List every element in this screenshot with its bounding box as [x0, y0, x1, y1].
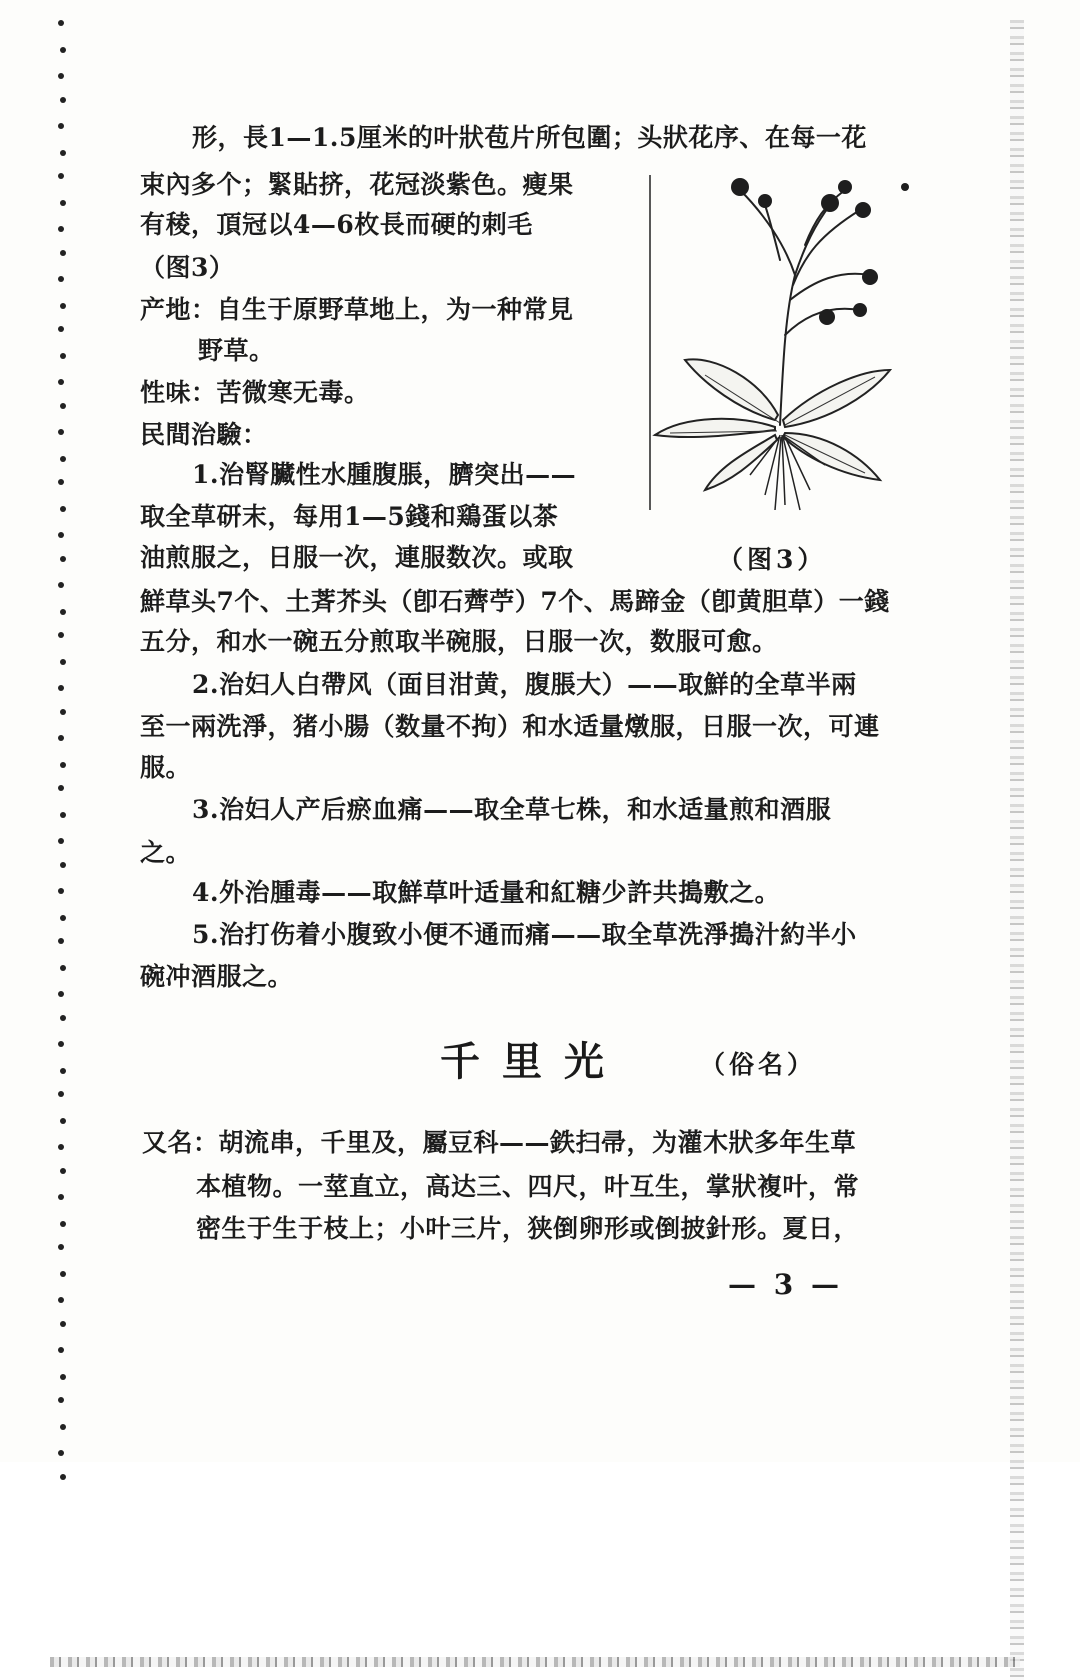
text-line: 3.治妇人产后瘀血痛——取全草七株，和水适量煎和酒服	[192, 795, 832, 824]
binding-hole	[58, 123, 64, 129]
section-heading: 千里光	[440, 1038, 626, 1085]
binding-hole	[58, 582, 64, 588]
binding-hole	[58, 326, 64, 332]
text-line: 形，長1—1.5厘米的叶狀苞片所包圍；头狀花序、在每一花	[192, 123, 867, 152]
page-edge-right	[1010, 20, 1024, 1680]
text-line: 密生于生于枝上；小叶三片，狭倒卵形或倒披針形。夏日，	[196, 1214, 860, 1243]
binding-hole	[58, 632, 64, 638]
binding-hole	[60, 353, 66, 359]
text-line: （图3）	[140, 253, 235, 282]
binding-hole	[58, 379, 64, 385]
text-line: 民間治驗：	[140, 420, 268, 449]
binding-hole	[60, 1118, 66, 1124]
binding-hole	[60, 506, 66, 512]
binding-hole	[58, 1297, 64, 1303]
binding-hole	[58, 20, 64, 26]
binding-hole	[60, 303, 66, 309]
binding-hole	[58, 1144, 64, 1150]
binding-hole	[58, 1091, 64, 1097]
binding-hole	[58, 1041, 64, 1047]
text-line: 至一兩洗淨，猪小腸（数量不拘）和水适量燉服，日服一次，可連	[140, 712, 880, 741]
binding-hole	[60, 659, 66, 665]
text-line: 4.外治腫毒——取鮮草叶适量和紅糖少許共搗敷之。	[192, 878, 781, 907]
binding-holes	[58, 20, 72, 1660]
binding-hole	[60, 915, 66, 921]
section-heading-alias: （俗名）	[700, 1050, 817, 1079]
text-line: 产地：自生于原野草地上，为一种常見	[140, 295, 574, 324]
binding-hole	[60, 1321, 66, 1327]
binding-hole	[60, 1221, 66, 1227]
binding-hole	[60, 200, 66, 206]
page-edge-bottom	[50, 1657, 1020, 1667]
binding-hole	[60, 762, 66, 768]
binding-hole	[58, 276, 64, 282]
binding-hole	[58, 429, 64, 435]
text-line: 又名：胡流串，千里及，屬豆科——鉄扫帚，为灌木狀多年生草	[142, 1128, 857, 1157]
text-line: 1.治腎臟性水腫腹脹，臍突出——	[192, 460, 577, 489]
binding-hole	[60, 1474, 66, 1480]
binding-hole	[58, 73, 64, 79]
text-line: 性味：苦微寒无毒。	[140, 378, 370, 407]
binding-hole	[58, 1347, 64, 1353]
binding-hole	[60, 1271, 66, 1277]
text-line: 碗冲酒服之。	[140, 962, 294, 991]
text-line: 2.治妇人白帶风（面目泔黄，腹脹大）——取鮮的全草半兩	[192, 670, 857, 699]
text-line: 野草。	[198, 336, 275, 365]
binding-hole	[58, 1244, 64, 1250]
binding-hole	[58, 532, 64, 538]
text-line: 有稜，頂冠以4—6枚長而硬的刺毛	[140, 210, 533, 239]
binding-hole	[60, 250, 66, 256]
binding-hole	[60, 47, 66, 53]
binding-hole	[60, 1015, 66, 1021]
binding-hole	[58, 838, 64, 844]
binding-hole	[58, 735, 64, 741]
binding-hole	[60, 456, 66, 462]
binding-hole	[58, 173, 64, 179]
binding-hole	[58, 1450, 64, 1456]
binding-hole	[60, 812, 66, 818]
text-line: 本植物。一莖直立，高达三、四尺，叶互生，掌狀複叶，常	[196, 1172, 860, 1201]
text-line: 5.治打伤着小腹致小便不通而痛——取全草洗淨搗汁約半小	[192, 920, 857, 949]
binding-hole	[60, 1168, 66, 1174]
page-number: — 3 —	[728, 1268, 843, 1301]
binding-hole	[60, 556, 66, 562]
figure-caption: （图3）	[718, 545, 827, 574]
text-line: 鮮草头7个、土萕芥头（卽石薺苧）7个、馬蹄金（卽黄胆草）一錢	[140, 587, 890, 616]
binding-hole	[60, 862, 66, 868]
binding-hole	[58, 888, 64, 894]
binding-hole	[60, 403, 66, 409]
binding-hole	[58, 991, 64, 997]
binding-hole	[60, 609, 66, 615]
text-line: 服。	[140, 753, 192, 782]
binding-hole	[60, 97, 66, 103]
binding-hole	[58, 226, 64, 232]
binding-hole	[60, 965, 66, 971]
binding-hole	[58, 1194, 64, 1200]
binding-hole	[58, 1397, 64, 1403]
binding-hole	[60, 150, 66, 156]
binding-hole	[58, 479, 64, 485]
binding-hole	[60, 1068, 66, 1074]
binding-hole	[58, 685, 64, 691]
binding-hole	[60, 1374, 66, 1380]
plant-illustration	[645, 165, 915, 530]
binding-hole	[58, 938, 64, 944]
text-line: 五分，和水一碗五分煎取半碗服，日服一次，数服可愈。	[140, 627, 778, 656]
binding-hole	[58, 785, 64, 791]
binding-hole	[60, 709, 66, 715]
text-line: 束內多个；緊貼挤，花冠淡紫色。瘦果	[140, 170, 574, 199]
text-line: 油煎服之，日服一次，連服数次。或取	[140, 543, 574, 572]
text-line: 之。	[140, 838, 192, 867]
text-line: 取全草研末，每用1—5錢和鶏蛋以茶	[140, 502, 559, 531]
binding-hole	[60, 1424, 66, 1430]
